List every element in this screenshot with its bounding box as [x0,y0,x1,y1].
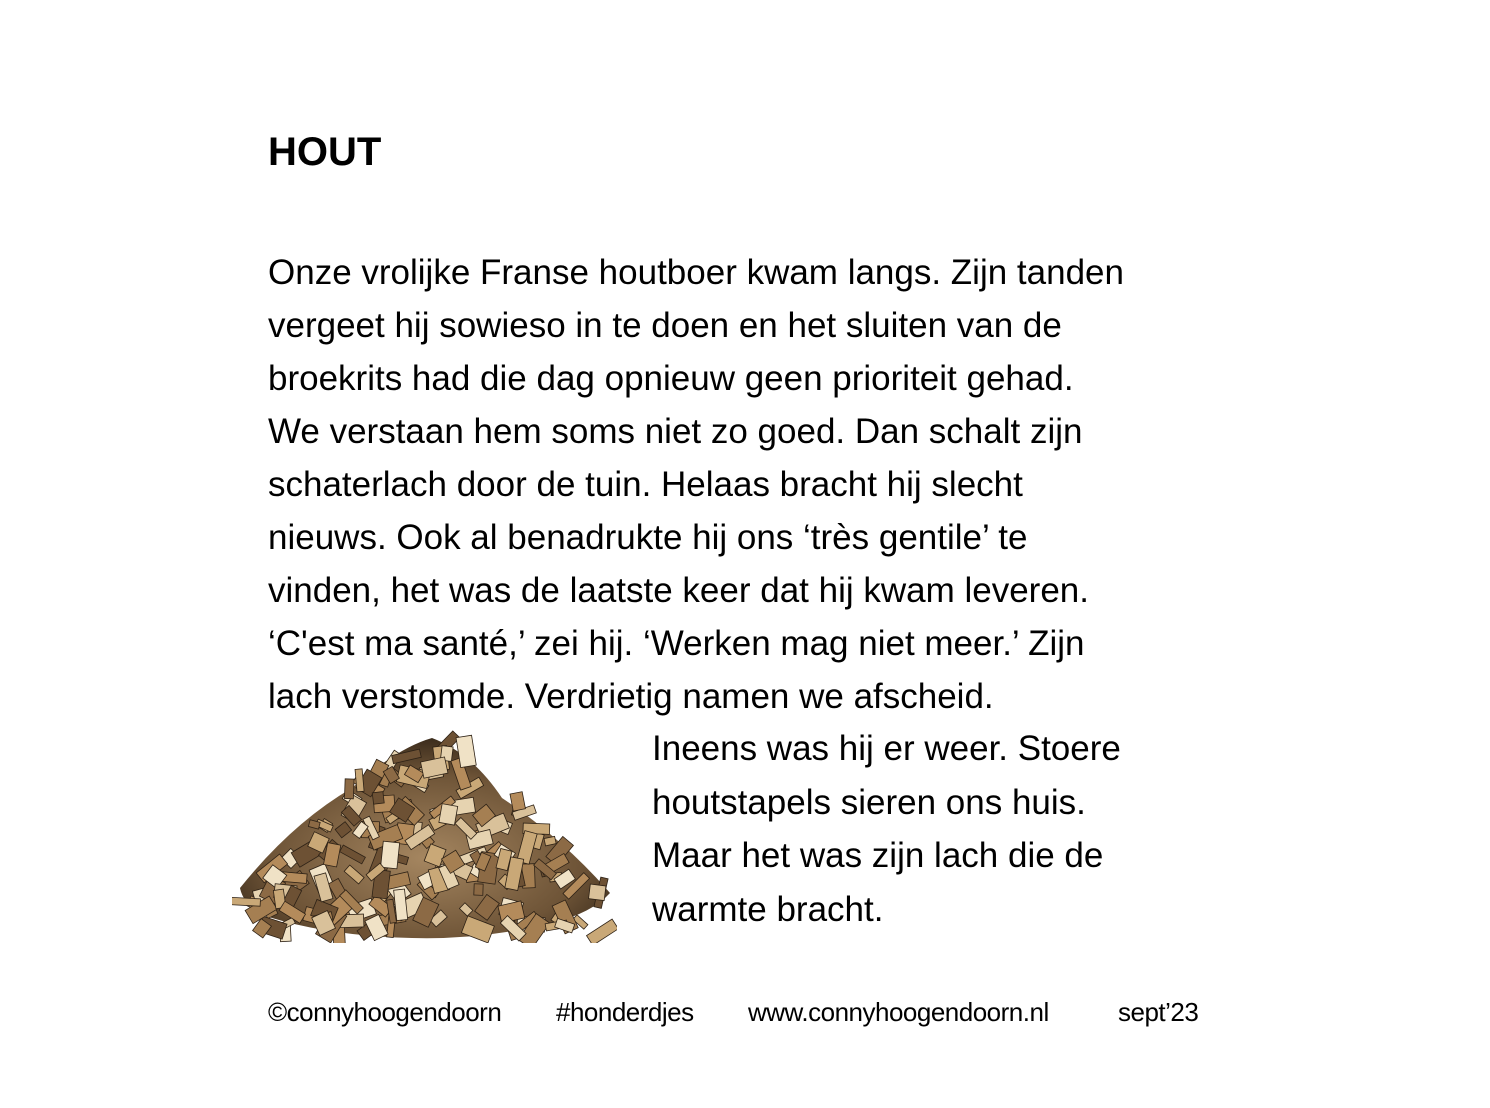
paragraph-line: broekrits had die dag opnieuw geen prioriteit gehad. [268,359,1074,398]
paragraph-line: vergeet hij sowieso in te doen en het sluiten van de [268,306,1062,345]
wood-chunk [589,884,606,900]
wood-chunk [587,919,617,943]
firewood-pile-image [232,728,617,943]
page-title: HOUT [268,130,382,174]
paragraph-line: We verstaan hem soms niet zo goed. Dan schalt zijn [268,412,1083,451]
paragraph-line: lach verstomde. Verdrietig namen we afscheid. [268,677,994,716]
footer-hashtag: #honderdjes [556,997,694,1027]
paragraph-line: nieuws. Ook al benadrukte hij ons ‘très gentile’ te [268,518,1028,557]
paragraph-line: schaterlach door de tuin. Helaas bracht hij slecht [268,465,1023,504]
closing-line: warmte bracht. [652,889,884,929]
paragraph-line: Onze vrolijke Franse houtboer kwam langs. Zijn tanden [268,253,1124,292]
wood-chunk [232,897,260,906]
paragraph-line: vinden, het was de laatste keer dat hij kwam leveren. [268,571,1089,610]
closing-line: Maar het was zijn lach die de [652,836,1104,875]
footer-date: sept’23 [1118,997,1199,1027]
story-closing [652,722,1252,936]
wood-chunk [355,769,364,792]
wood-chunk [474,884,483,896]
wood-chunk [439,804,458,825]
story-paragraph [268,246,1258,723]
closing-line: Ineens was hij er weer. Stoere [652,729,1121,768]
footer-website: www.connyhoogendoorn.nl [748,997,1049,1027]
wood-chunk [372,792,384,805]
wood-chunk [344,779,354,799]
footer-copyright: ©connyhoogendoorn [268,997,502,1027]
wood-chunk [381,841,400,869]
closing-line: houtstapels sieren ons huis. [652,782,1086,822]
paragraph-line: ‘C'est ma santé,’ zei hij. ‘Werken mag niet meer.’ Zijn [268,624,1085,663]
